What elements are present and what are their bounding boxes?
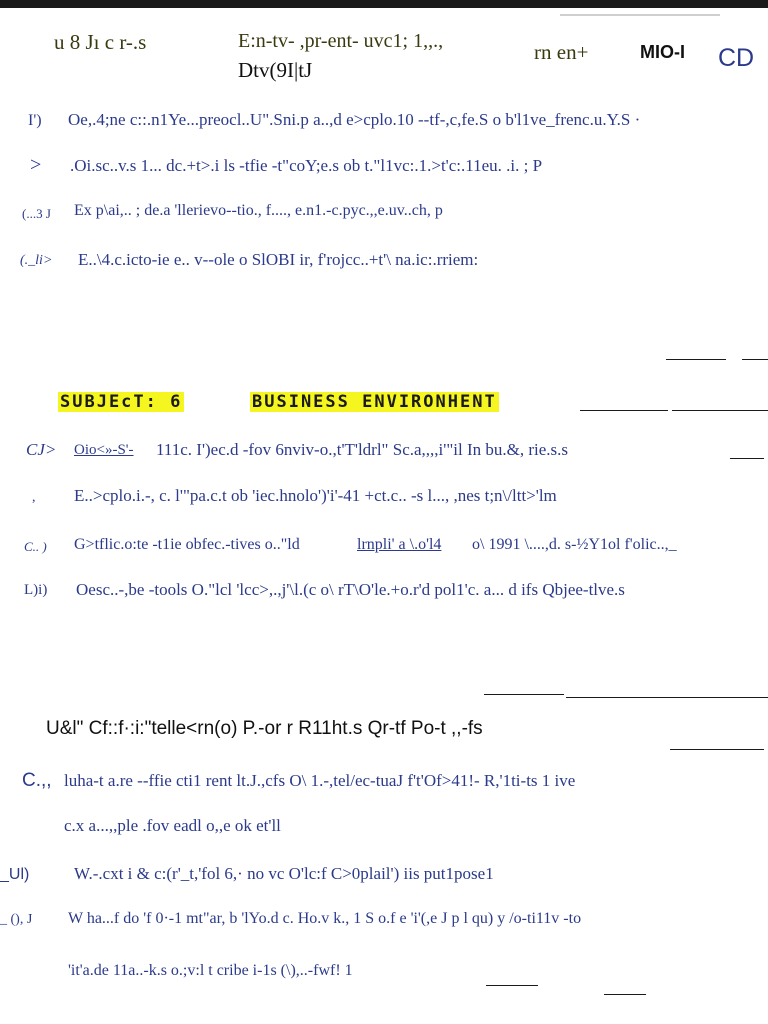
- list-item-text: G>tflic.o:te -t1ie obfec.-tives o.."ld: [74, 536, 300, 553]
- header-right-2: MIO-I: [640, 42, 685, 62]
- list-item-text: E..\4.c.icto-ie e.. v--ole o SlOBI ir, f'rojcc..+t'\ na.ic:.rriem:: [78, 250, 479, 269]
- list-marker: CJ>: [26, 440, 57, 459]
- header-center-line1: E:n-tv- ,pr-ent- uvc1; 1,,.,: [238, 30, 444, 52]
- top-border: [0, 0, 768, 8]
- list-item-text: 'it'a.de 11a..-k.s o.;v:l t cribe i-1s (\),..-fwf! 1: [68, 962, 353, 979]
- list-item-text: c.x a...,,ple .fov eadl o,,e ok et'll: [64, 816, 281, 835]
- list-marker: ,: [32, 490, 36, 505]
- list-marker: C.,,: [22, 770, 52, 791]
- header-right-1: rn en+: [534, 40, 589, 64]
- list-marker: I'): [28, 112, 42, 129]
- divider-line: [580, 410, 668, 411]
- divider-line: [672, 410, 768, 411]
- blank-line: [730, 458, 764, 459]
- list-item-text: Ex p\ai,.. ; de.a 'llerievo--tio., f...., e.n1.-c.pyc.,,e.uv..ch, p: [74, 202, 443, 219]
- subject-label-text: SUBJEcT: 6: [60, 392, 183, 412]
- list-item-link[interactable]: Oio<»-S'-: [74, 442, 134, 458]
- list-marker: L)i): [24, 582, 48, 598]
- top-divider: [560, 14, 720, 16]
- list-item-link[interactable]: lrnpli' a \.o'l4: [357, 536, 442, 553]
- list-item-text: E..>cplo.i.-, c. l'"pa.c.t ob 'iec.hnolo')'i'-41 +ct.c.. -s l..., ,nes t;n\/ltt>'lm: [74, 486, 557, 505]
- blank-line: [604, 994, 646, 995]
- divider-line: [484, 694, 564, 695]
- list-marker: >: [30, 154, 42, 176]
- list-marker: _ (), J: [0, 912, 33, 927]
- section-heading: U&l" Cf::f·:i:"telle<rn(o) P.-or r R11ht.s Qr-tf Po-t ,,-fs: [46, 718, 483, 739]
- divider-line: [670, 749, 764, 750]
- header-center-line2: Dtv(9I|tJ: [238, 58, 313, 82]
- subject-title-text: BUSINESS ENVIRONHENT: [252, 392, 497, 412]
- list-marker: C.. ): [24, 539, 47, 554]
- list-item-text: W ha...f do 'f 0·-1 mt"ar, b 'lYo.d c. Ho.v k., 1 S o.f e 'i'(,e J p l qu) y /o-ti11v -to: [68, 910, 582, 927]
- divider-line: [666, 359, 726, 360]
- list-marker: (._li>: [20, 253, 53, 268]
- header-left: u 8 Jı c r-.s: [54, 30, 147, 54]
- divider-line: [566, 697, 768, 698]
- subject-title: [250, 392, 499, 412]
- divider-line: [742, 359, 768, 360]
- list-item-text: Oe,.4;ne c::.n1Ye...preocl..U".Sni.p a..,d e>cplo.10 --tf-,c,fe.S o b'l1ve_frenc.u.Y.S ·: [68, 110, 641, 129]
- list-item-text: .Oi.sc..v.s 1... dc.+t>.i ls -tfie -t"coY;e.s ob t."l1vc:.1.>t'c:.11eu. .i. ; P: [70, 156, 543, 175]
- list-marker: _Ul): [0, 866, 30, 883]
- list-marker: (...3 J: [22, 206, 51, 221]
- list-item-text: Oesc..-,be -tools O."lcl 'lcc>,.,j'\l.(c o\ rT\O'le.+o.r'd pol1'c. a... d ifs Qbjee-tlve.s: [76, 580, 625, 599]
- list-item-text: W.-.cxt i & c:(r'_t,'fol 6,· no vc O'lc:f C>0plail') iis put1pose1: [74, 864, 494, 883]
- header-right-3: CD: [718, 44, 755, 72]
- list-item-text: o\ 1991 \....,d. s-½Y1ol f'olic..,_: [472, 536, 677, 553]
- list-item-text: luha-t a.re --ffie cti1 rent lt.J.,cfs O\ 1.-,tel/ec-tuaJ f't'Of>41!- R,'1ti-ts 1 ive: [64, 771, 576, 790]
- blank-line: [486, 985, 538, 986]
- list-item-text: 111c. I')ec.d -fov 6nviv-o.,t'T'ldrl" Sc.a,,,,i'"il In bu.&, rie.s.s: [156, 440, 569, 459]
- subject-label: [58, 392, 184, 412]
